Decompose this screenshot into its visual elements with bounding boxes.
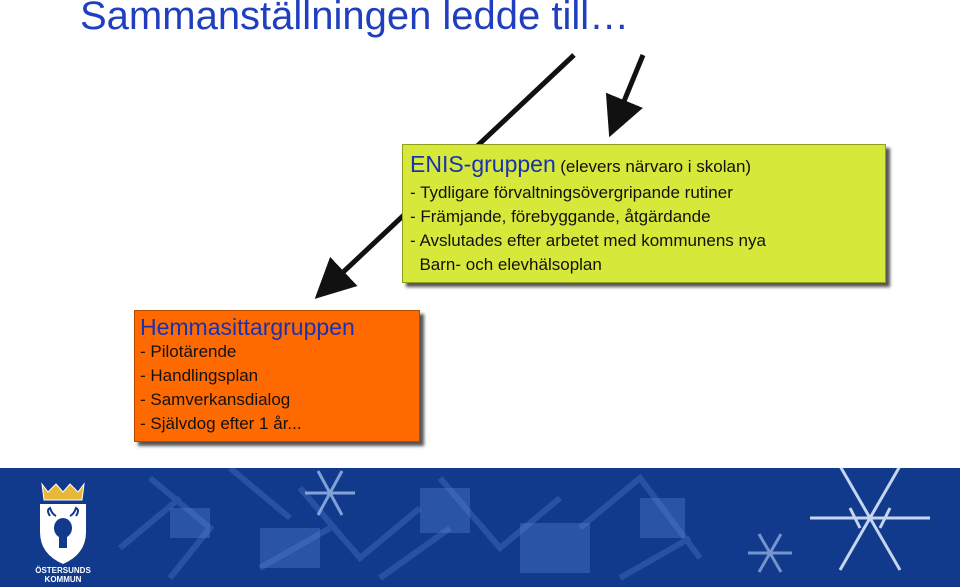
municipality-logo-text xyxy=(22,566,104,584)
moose-crest-icon xyxy=(30,482,96,566)
enis-heading-row xyxy=(410,151,885,181)
enis-line: - Tydligare förvaltningsövergripande rutiner xyxy=(410,183,733,202)
arrow-to-enis-gruppen xyxy=(613,55,643,128)
logo-line2: KOMMUN xyxy=(44,575,82,584)
enis-line: Barn- och elevhälsoplan xyxy=(410,255,602,274)
hemma-line: - Handlingsplan xyxy=(140,366,259,385)
enis-heading: ENIS-gruppen xyxy=(410,151,556,177)
slide-title: Sammanställningen ledde till… xyxy=(80,0,630,38)
hemma-heading: Hemmasittargruppen xyxy=(140,314,355,340)
hemma-line: - Samverkansdialog xyxy=(140,390,291,409)
hemma-line: - Pilotärende xyxy=(140,342,237,361)
hemmasittargruppen-box xyxy=(134,310,420,442)
hemma-line: - Självdog efter 1 år... xyxy=(140,414,302,433)
footer-banner xyxy=(0,468,960,587)
enis-line: - Främjande, förebyggande, åtgärdande xyxy=(410,207,711,226)
snowflake-pattern-icon xyxy=(0,468,960,587)
logo-line1: ÖSTERSUNDS xyxy=(35,566,91,575)
enis-subheading: (elevers närvaro i skolan) xyxy=(560,157,752,176)
enis-line: - Avslutades efter arbetet med kommunens nya xyxy=(410,231,766,250)
enis-box xyxy=(402,144,886,283)
